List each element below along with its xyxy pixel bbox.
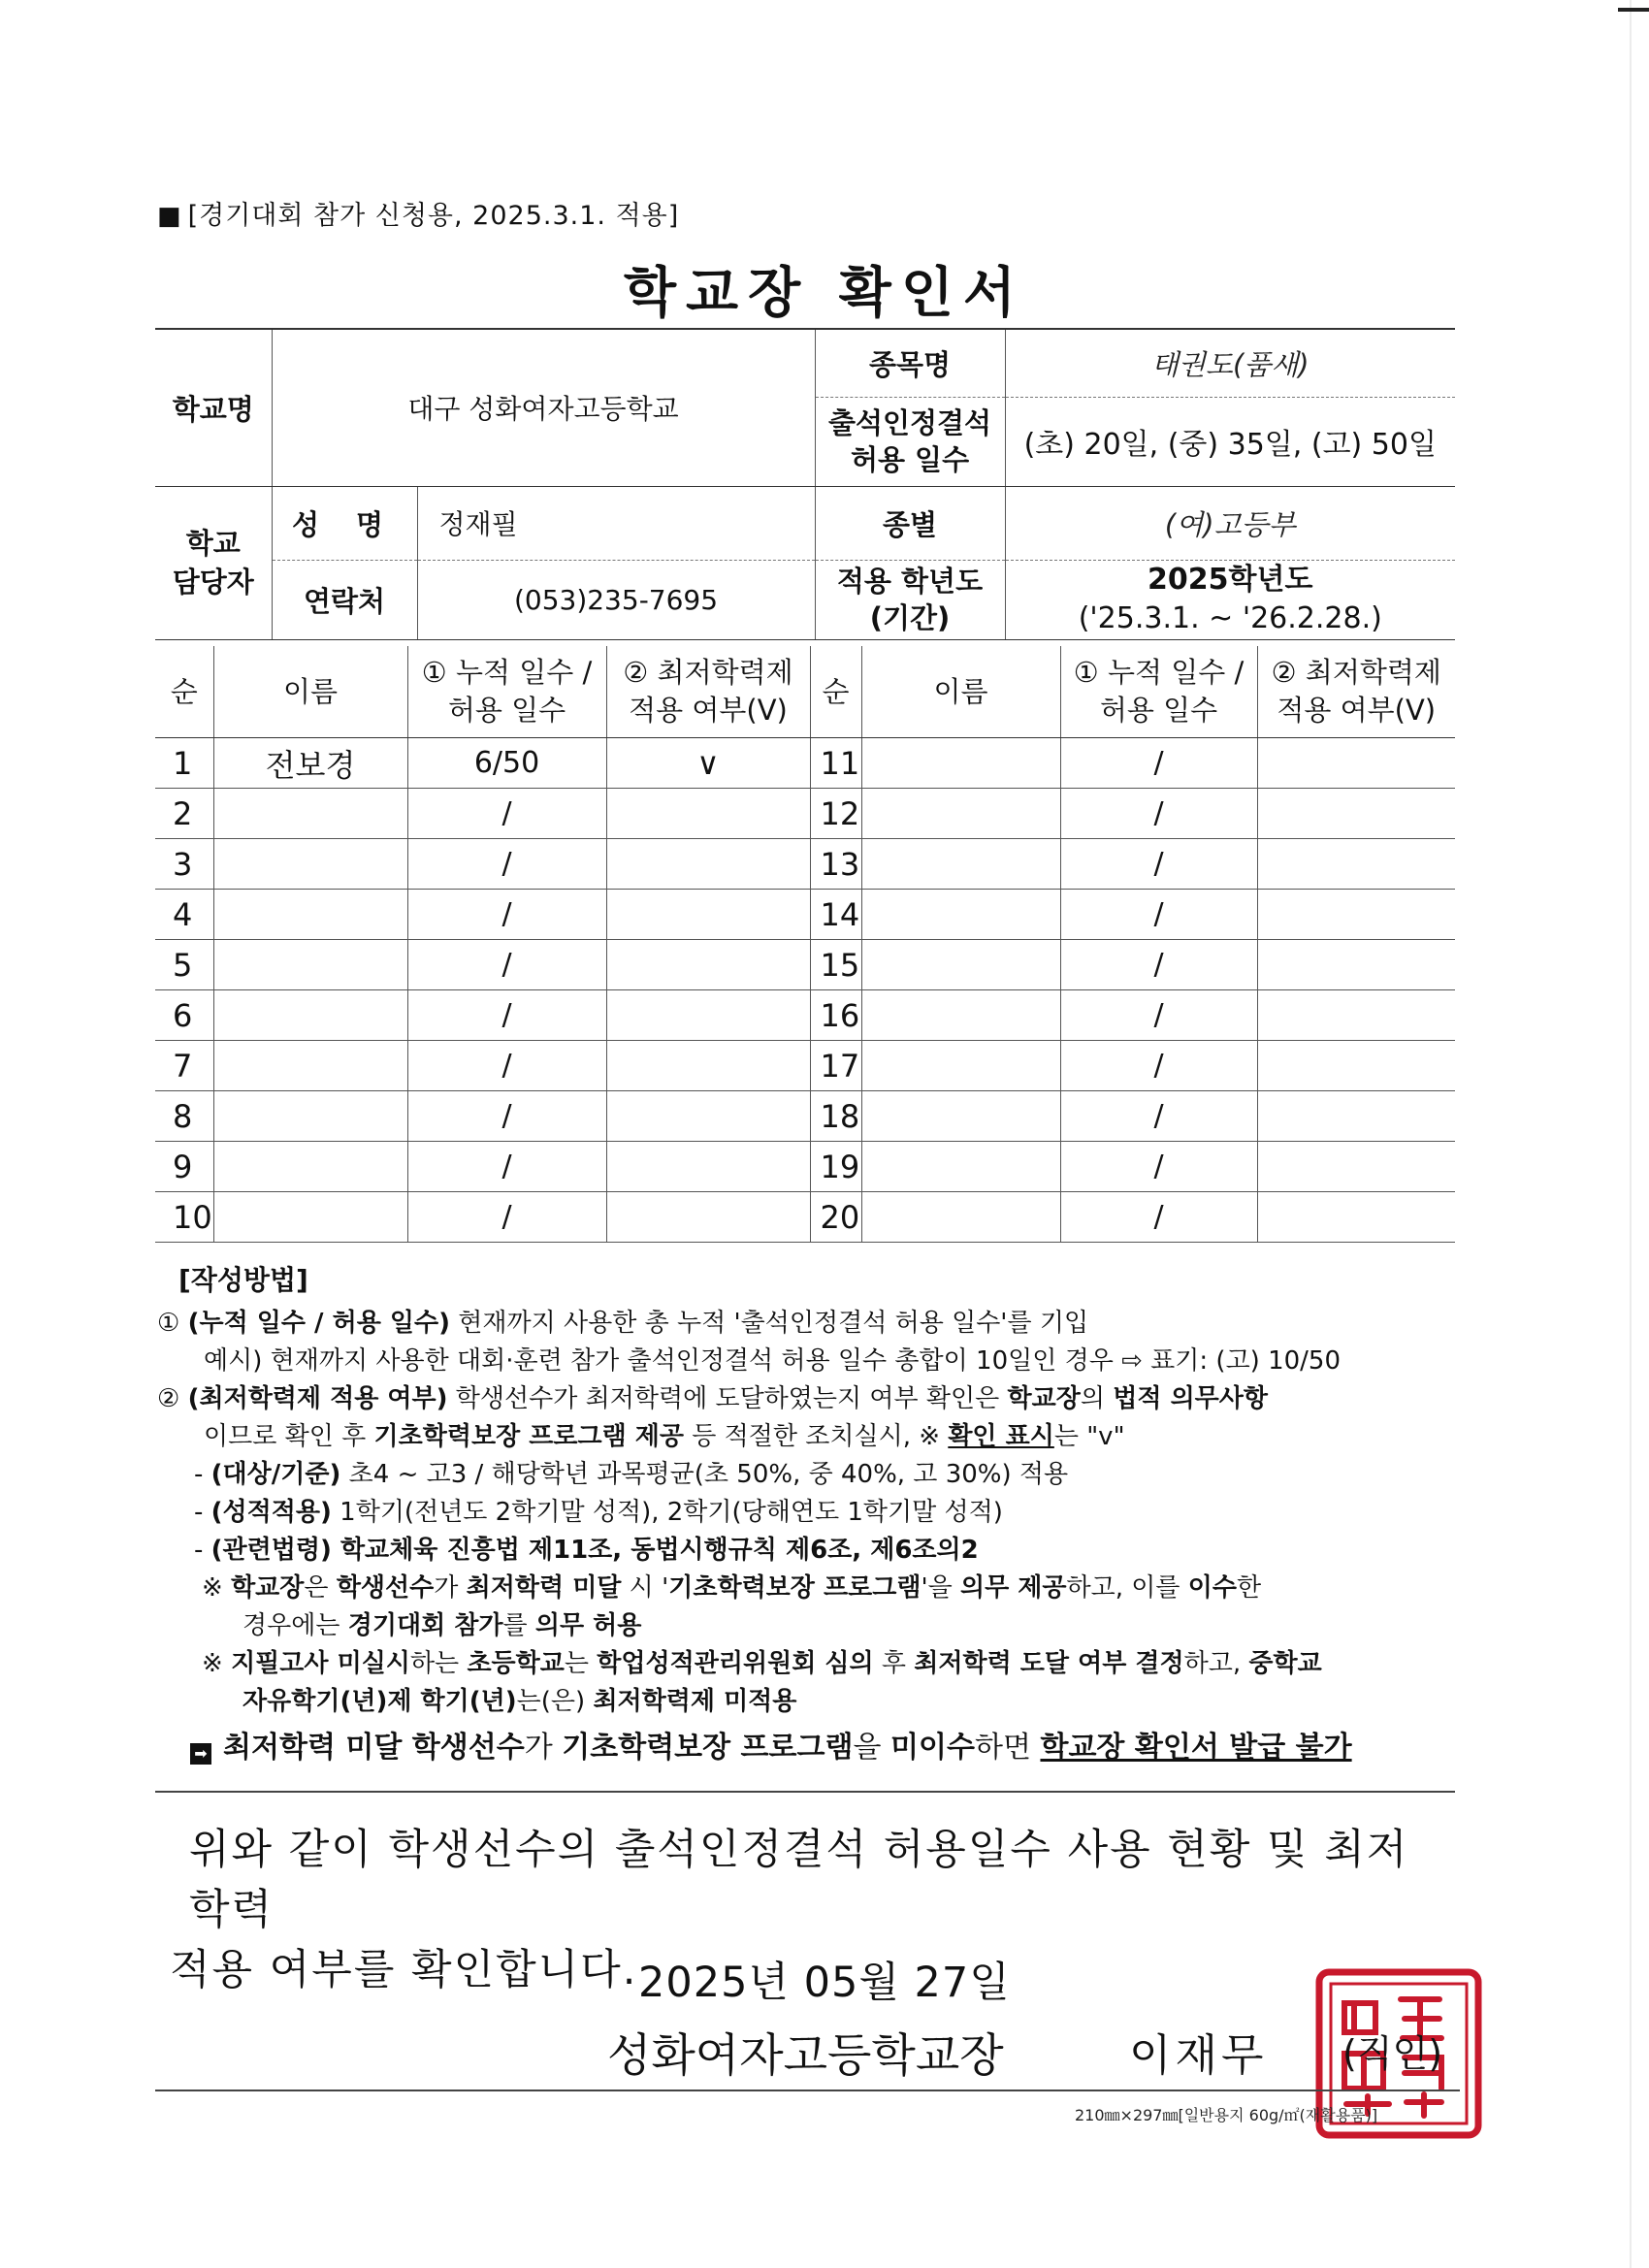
- principal-name: 이재무: [1129, 2029, 1268, 2081]
- note-1-b4: 기초학력보장 프로그램: [668, 1573, 922, 1603]
- student-name: [213, 990, 407, 1041]
- header-min: [606, 646, 810, 738]
- instruction-2-line2: [157, 1418, 1457, 1456]
- row-number: 9: [155, 1142, 213, 1192]
- header-min-right-line2: 적용 여부(V): [1277, 694, 1437, 727]
- instructions: [157, 1261, 1457, 1766]
- section-divider: [155, 1791, 1455, 1793]
- final-warning: [190, 1729, 1457, 1766]
- cumulative-days-right: /: [1060, 1041, 1257, 1091]
- sub-item-target: [157, 1456, 1457, 1494]
- note-2-b1: 지필고사 미실시: [231, 1649, 410, 1678]
- absence-value: (초) 20일, (중) 35일, (고) 50일: [1005, 397, 1455, 486]
- cumulative-days-right: /: [1060, 738, 1257, 789]
- student-name-right: [861, 1142, 1060, 1192]
- min-achievement-check: [606, 890, 810, 940]
- cumulative-days: /: [407, 1041, 606, 1091]
- row-number: 5: [155, 940, 213, 990]
- event-label: 종목명: [815, 329, 1005, 397]
- roster-row: [155, 1142, 1455, 1192]
- sub-3-label: (관련법령): [210, 1536, 332, 1565]
- roster-row: [155, 1091, 1455, 1142]
- student-name: [213, 1192, 407, 1243]
- note-1-mark: ※: [202, 1573, 223, 1603]
- manager-label: [155, 486, 272, 639]
- note-1-t6: 한: [1237, 1573, 1262, 1603]
- sub-dash-1: -: [194, 1460, 211, 1489]
- min-achievement-check-right: [1257, 990, 1455, 1041]
- roster-table: [155, 646, 1455, 1243]
- cumulative-days-right: /: [1060, 789, 1257, 839]
- contact-label: 연락처: [272, 560, 417, 639]
- header-days: [407, 646, 606, 738]
- final-b3: 미이수: [890, 1731, 975, 1765]
- note-2: [157, 1645, 1457, 1683]
- contact-value: (053)235-7695: [417, 560, 815, 639]
- row-number-right: 12: [810, 789, 861, 839]
- roster-header-row: [155, 646, 1455, 738]
- note-1-l2-b1: 경기대회 참가: [347, 1611, 503, 1640]
- row-number-right: 14: [810, 890, 861, 940]
- header-min-right: [1257, 646, 1455, 738]
- final-t3: 하면: [974, 1731, 1041, 1765]
- note-2-b5: 중학교: [1248, 1649, 1322, 1678]
- row-number-right: 11: [810, 738, 861, 789]
- sub-item-law: [157, 1532, 1457, 1570]
- cumulative-days: /: [407, 890, 606, 940]
- min-achievement-check-right: [1257, 890, 1455, 940]
- student-name-right: [861, 990, 1060, 1041]
- min-achievement-check-right: [1257, 1091, 1455, 1142]
- header-name-right: 이름: [861, 646, 1060, 738]
- min-achievement-check: [606, 940, 810, 990]
- cumulative-days: /: [407, 789, 606, 839]
- note-2-b2: 초등학교: [467, 1649, 565, 1678]
- year-value-line2: ('25.3.1. ~ '26.2.28.): [1078, 601, 1382, 635]
- min-achievement-check-right: [1257, 789, 1455, 839]
- class-label: 종별: [815, 486, 1005, 560]
- row-number: 6: [155, 990, 213, 1041]
- note-2-l2-t1: 는(은): [516, 1687, 594, 1716]
- min-achievement-check-right: [1257, 738, 1455, 789]
- note-2-t3: 후: [873, 1649, 915, 1678]
- row-number-right: 13: [810, 839, 861, 890]
- row-number: 7: [155, 1041, 213, 1091]
- cumulative-days-right: /: [1060, 1091, 1257, 1142]
- instruction-2-bold-d: 법적 의무사항: [1113, 1384, 1269, 1413]
- note-1: [157, 1570, 1457, 1607]
- note-1-t3: 시 ': [621, 1573, 669, 1603]
- cumulative-days-right: /: [1060, 940, 1257, 990]
- sub-3-text: 학교체육 진흥법 제11조, 동법시행규칙 제6조, 제6조의2: [331, 1536, 979, 1565]
- student-name: [213, 940, 407, 990]
- row-number-right: 16: [810, 990, 861, 1041]
- instruction-2-line2-a: 이므로 확인 후: [204, 1422, 374, 1451]
- absence-label: [815, 397, 1005, 486]
- roster-row: [155, 789, 1455, 839]
- square-bullet-icon: ■: [157, 202, 182, 231]
- row-number: 2: [155, 789, 213, 839]
- header-days-line2: 허용 일수: [447, 694, 566, 727]
- note-2-t1: 하는: [409, 1649, 468, 1678]
- student-name: [213, 890, 407, 940]
- note-2-l2-b1: 자유학기(년)제 학기(년): [242, 1687, 517, 1716]
- instruction-1-mark: ①: [157, 1309, 180, 1338]
- instruction-2-line2-underline: 확인 표시: [948, 1422, 1054, 1451]
- form-note: [157, 194, 679, 232]
- row-number: 10: [155, 1192, 213, 1243]
- cumulative-days-right: /: [1060, 990, 1257, 1041]
- roster-row: [155, 1192, 1455, 1243]
- year-label: [815, 560, 1005, 639]
- header-min-right-line1: ② 최저학력제: [1271, 656, 1441, 689]
- final-b1: 최저학력 미달 학생선수: [223, 1731, 525, 1765]
- note-1-b3: 최저학력 미달: [466, 1573, 622, 1603]
- header-days-right: [1060, 646, 1257, 738]
- note-2-line2: [157, 1683, 1457, 1721]
- sub-1-text: 초4 ~ 고3 / 해당학년 과목평균(초 50%, 중 40%, 고 30%) 적용: [340, 1460, 1069, 1489]
- header-no: 순: [155, 646, 213, 738]
- cumulative-days: /: [407, 1192, 606, 1243]
- note-1-line2: [157, 1607, 1457, 1645]
- min-achievement-check: [606, 1192, 810, 1243]
- final-underline: 학교장 확인서 발급 불가: [1040, 1731, 1352, 1765]
- row-number-right: 17: [810, 1041, 861, 1091]
- cumulative-days: /: [407, 1091, 606, 1142]
- year-value: [1005, 560, 1455, 639]
- row-number: 8: [155, 1091, 213, 1142]
- footer-rule: [155, 2090, 1460, 2091]
- instruction-1-text: 현재까지 사용한 총 누적 '출석인정결석 허용 일수'를 기입: [449, 1309, 1089, 1338]
- instruction-2-label: (최저학력제 적용 여부): [187, 1384, 448, 1413]
- student-name-right: [861, 839, 1060, 890]
- roster-row: [155, 890, 1455, 940]
- instruction-2: [157, 1380, 1457, 1418]
- min-achievement-check-right: [1257, 1041, 1455, 1091]
- final-b2: 기초학력보장 프로그램: [562, 1731, 854, 1765]
- class-value: (여)고등부: [1005, 486, 1455, 560]
- note-1-b1: 학교장: [231, 1573, 305, 1603]
- row-number: 3: [155, 839, 213, 890]
- student-name-right: [861, 940, 1060, 990]
- absence-label-line1: 출석인정결석: [827, 406, 992, 439]
- sub-2-label: (성적적용): [210, 1498, 332, 1527]
- row-number-right: 18: [810, 1091, 861, 1142]
- instruction-2-line2-c: 는 "v": [1053, 1422, 1125, 1451]
- student-name-right: [861, 738, 1060, 789]
- cumulative-days: /: [407, 1142, 606, 1192]
- note-2-b3: 학업성적관리위원회 심의: [597, 1649, 874, 1678]
- year-label-line2: (기간): [869, 601, 951, 634]
- instruction-2-text-c: 의: [1080, 1384, 1114, 1413]
- min-achievement-check: [606, 839, 810, 890]
- final-t1: 가: [524, 1731, 563, 1765]
- instruction-2-line2-b: 등 적절한 조치실시, ※: [684, 1422, 949, 1451]
- page-edge: [1630, 0, 1632, 2268]
- roster-body: [155, 646, 1455, 1243]
- row-number: 4: [155, 890, 213, 940]
- cumulative-days: 6/50: [407, 738, 606, 789]
- instructions-title: [작성방법]: [178, 1264, 308, 1296]
- instruction-1: [157, 1305, 1457, 1343]
- form-note-text: [경기대회 참가 신청용, 2025.3.1. 적용]: [187, 201, 680, 231]
- roster-row: [155, 738, 1455, 789]
- roster-row: [155, 839, 1455, 890]
- sub-dash-2: -: [194, 1498, 211, 1527]
- header-days-right-line1: ① 누적 일수 /: [1073, 656, 1245, 689]
- student-name-right: [861, 1192, 1060, 1243]
- cumulative-days-right: /: [1060, 890, 1257, 940]
- note-1-b2: 학생선수: [336, 1573, 435, 1603]
- note-1-l2-t2: 를: [502, 1611, 535, 1640]
- roster-row: [155, 990, 1455, 1041]
- cumulative-days: /: [407, 839, 606, 890]
- document-title: 학교장 확인서: [623, 262, 1026, 325]
- student-name: 전보경: [213, 738, 407, 789]
- issue-date: 2025년 05월 27일: [638, 1959, 1011, 2007]
- school-principal-title: 성화여자고등학교장: [607, 2029, 1004, 2083]
- cumulative-days-right: /: [1060, 839, 1257, 890]
- name-label: 성 명: [272, 486, 417, 560]
- note-1-t4: '을: [921, 1573, 960, 1603]
- row-number: 1: [155, 738, 213, 789]
- note-2-l2-b2: 최저학력제 미적용: [593, 1687, 797, 1716]
- header-no-right: 순: [810, 646, 861, 738]
- cumulative-days-right: /: [1060, 1142, 1257, 1192]
- manager-label-line2: 담당자: [172, 566, 254, 599]
- note-2-t4: 하고,: [1183, 1649, 1249, 1678]
- student-name-right: [861, 1041, 1060, 1091]
- note-1-t2: 가: [434, 1573, 467, 1603]
- sub-dash-3: -: [194, 1536, 211, 1565]
- confirmation-line1: 위와 같이 학생선수의 출석인정결석 허용일수 사용 현황 및 최저학력: [189, 1826, 1409, 1934]
- instruction-2-text-a: 학생선수가 최저학력에 도달하였는지 여부 확인은: [447, 1384, 1008, 1413]
- confirmation-line2: 적용 여부를 확인합니다.: [170, 1946, 638, 1994]
- instruction-2-line2-bold: 기초학력보장 프로그램 제공: [373, 1422, 684, 1451]
- student-name-right: [861, 789, 1060, 839]
- min-achievement-check: ∨: [606, 738, 810, 789]
- year-label-line1: 적용 학년도: [836, 565, 984, 598]
- row-number-right: 20: [810, 1192, 861, 1243]
- cumulative-days: /: [407, 990, 606, 1041]
- year-value-line1: 2025학년도: [1148, 563, 1313, 597]
- cumulative-days-right: /: [1060, 1192, 1257, 1243]
- instruction-1-example: 예시) 현재까지 사용한 대회·훈련 참가 출석인정결석 허용 일수 총합이 10일인 경우 ⇨ 표기: (고) 10/50: [204, 1346, 1342, 1376]
- student-name: [213, 1041, 407, 1091]
- min-achievement-check: [606, 1142, 810, 1192]
- min-achievement-check-right: [1257, 1142, 1455, 1192]
- note-1-t5: 하고, 이를: [1066, 1573, 1188, 1603]
- header-name: 이름: [213, 646, 407, 738]
- school-value: 대구 성화여자고등학교: [272, 329, 815, 486]
- instruction-2-mark: ②: [157, 1384, 180, 1413]
- header-min-line1: ② 최저학력제: [623, 656, 793, 689]
- sub-1-label: (대상/기준): [210, 1460, 341, 1489]
- absence-label-line2: 허용 일수: [850, 443, 970, 476]
- instruction-1-label: (누적 일수 / 허용 일수): [187, 1309, 450, 1338]
- sub-2-text: 1학기(전년도 2학기말 성적), 2학기(당해연도 1학기말 성적): [331, 1498, 1003, 1527]
- min-achievement-check: [606, 1091, 810, 1142]
- note-1-l2-b2: 의무 허용: [534, 1611, 642, 1640]
- note-2-mark: ※: [202, 1649, 223, 1678]
- min-achievement-check-right: [1257, 1192, 1455, 1243]
- arrow-box-icon: ➡: [190, 1743, 211, 1765]
- student-name: [213, 1091, 407, 1142]
- header-min-line2: 적용 여부(V): [629, 694, 788, 727]
- corner-mark: [1618, 8, 1649, 12]
- note-2-b4: 최저학력 도달 여부 결정: [914, 1649, 1184, 1678]
- paper-spec: 210㎜×297㎜[일반용지 60g/㎡(재활용품)]: [1075, 2106, 1378, 2124]
- student-name-right: [861, 890, 1060, 940]
- student-name: [213, 1142, 407, 1192]
- name-value: 정재필: [417, 486, 815, 560]
- min-achievement-check: [606, 1041, 810, 1091]
- header-days-right-line2: 허용 일수: [1099, 694, 1218, 727]
- final-t2: 을: [853, 1731, 891, 1765]
- header-days-line1: ① 누적 일수 /: [421, 656, 593, 689]
- note-2-t2: 는: [564, 1649, 598, 1678]
- sub-item-grade: [157, 1494, 1457, 1532]
- student-name: [213, 839, 407, 890]
- seal-label: (직인): [1342, 2032, 1443, 2075]
- row-number-right: 19: [810, 1142, 861, 1192]
- event-value: 태권도(품새): [1005, 329, 1455, 397]
- info-table: [155, 328, 1455, 640]
- note-1-l2-t1: 경우에는: [242, 1611, 348, 1640]
- min-achievement-check: [606, 990, 810, 1041]
- cumulative-days: /: [407, 940, 606, 990]
- note-1-b5: 의무 제공: [959, 1573, 1067, 1603]
- row-number-right: 15: [810, 940, 861, 990]
- manager-label-line1: 학교: [185, 527, 241, 560]
- school-label: 학교명: [155, 329, 272, 486]
- note-1-t1: 은: [304, 1573, 337, 1603]
- student-name: [213, 789, 407, 839]
- min-achievement-check-right: [1257, 940, 1455, 990]
- roster-row: [155, 940, 1455, 990]
- student-name-right: [861, 1091, 1060, 1142]
- min-achievement-check-right: [1257, 839, 1455, 890]
- roster-row: [155, 1041, 1455, 1091]
- instruction-2-bold-b: 학교장: [1007, 1384, 1081, 1413]
- note-1-b6: 이수: [1187, 1573, 1237, 1603]
- min-achievement-check: [606, 789, 810, 839]
